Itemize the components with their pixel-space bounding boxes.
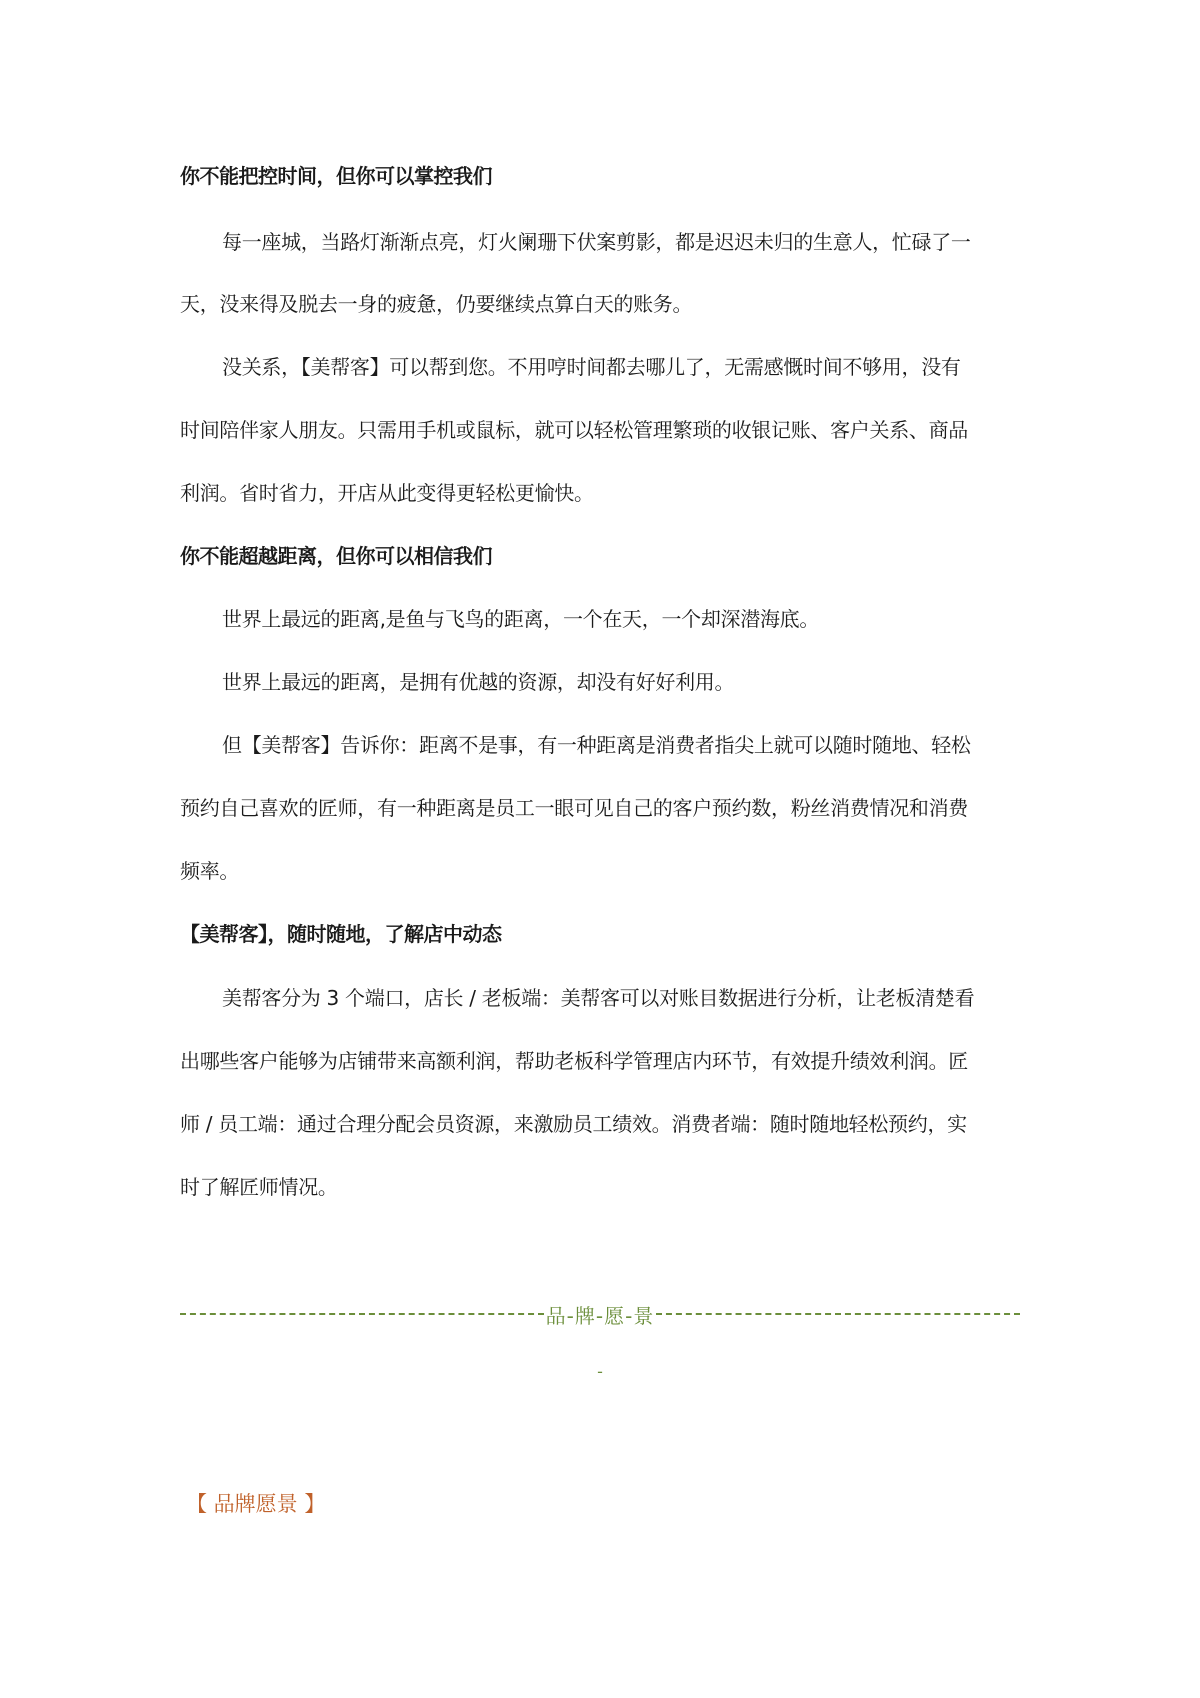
- divider-dashes-right: [656, 1313, 1020, 1315]
- paragraph-line: 时间陪伴家人朋友。只需用手机或鼠标，就可以轻松管理繁琐的收银记账、客户关系、商品: [180, 418, 968, 442]
- paragraph-line: 每一座城，当路灯渐渐点亮，灯火阑珊下伏案剪影，都是迟迟未归的生意人，忙碌了一: [222, 230, 971, 254]
- paragraph-line: 世界上最远的距离，是拥有优越的资源，却没有好好利用。: [222, 670, 735, 694]
- divider-label: 品-牌-愿-景: [545, 1303, 655, 1328]
- paragraph-line: 没关系，【美帮客】可以帮到您。不用哼时间都去哪儿了，无需感慨时间不够用，没有: [222, 355, 961, 379]
- paragraph-line: 世界上最远的距离,是鱼与飞鸟的距离，一个在天，一个却深潜海底。: [222, 607, 820, 631]
- paragraph-line: 预约自己喜欢的匠师，有一种距离是员工一眼可见自己的客户预约数，粉丝消费情况和消费: [180, 796, 968, 820]
- divider-dashes-left: [180, 1313, 544, 1315]
- section-heading-time: 你不能把控时间，但你可以掌控我们: [180, 164, 492, 188]
- section-divider: [180, 1300, 1020, 1328]
- paragraph-line: 利润。省时省力，开店从此变得更轻松更愉快。: [180, 481, 594, 505]
- paragraph-line: 天，没来得及脱去一身的疲惫，仍要继续点算白天的账务。: [180, 292, 693, 316]
- section-heading-anytime: 【美帮客】，随时随地，了解店中动态: [180, 922, 502, 946]
- section-heading-distance: 你不能超越距离，但你可以相信我们: [180, 544, 492, 568]
- paragraph-line: 频率。: [180, 859, 240, 883]
- divider-tail: -: [597, 1362, 603, 1381]
- paragraph-line: 师 / 员工端：通过合理分配会员资源，来激励员工绩效。消费者端：随时随地轻松预约，实: [180, 1112, 967, 1136]
- paragraph-line: 时了解匠师情况。: [180, 1175, 338, 1199]
- paragraph-line: 但【美帮客】告诉你：距离不是事，有一种距离是消费者指尖上就可以随时随地、轻松: [222, 733, 971, 757]
- paragraph-line: 出哪些客户能够为店铺带来高额利润，帮助老板科学管理店内环节，有效提升绩效利润。匠: [180, 1049, 968, 1073]
- paragraph-line: 美帮客分为 3 个端口，店长 / 老板端：美帮客可以对账目数据进行分析，让老板清楚看: [222, 986, 975, 1010]
- brand-vision-heading: 【 品牌愿景 】: [186, 1492, 326, 1516]
